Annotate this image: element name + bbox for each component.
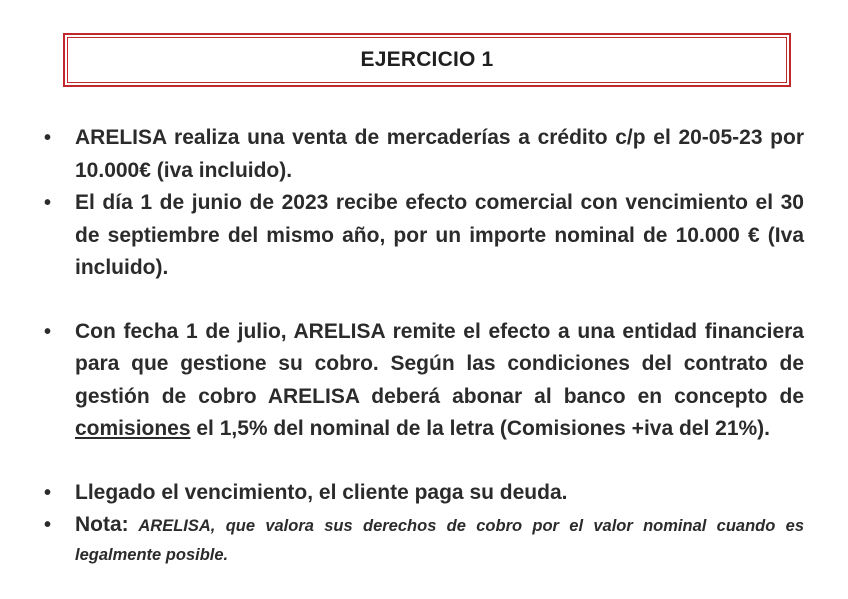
- bullet-item-maturity: [44, 477, 804, 510]
- bullet-marker: •: [44, 514, 52, 536]
- bullet-item-commercial-bill: [44, 187, 804, 285]
- note-text: ARELISA, que valora sus derechos de cobro por el valor nominal cuando es legalmente posible.: [75, 517, 804, 564]
- note-label: Nota:: [75, 513, 129, 536]
- bullet-marker: •: [44, 192, 52, 214]
- title-box: [63, 33, 791, 87]
- bullet-item-sale: [44, 122, 804, 187]
- bullet-text-sale: ARELISA realiza una venta de mercaderías a crédito c/p el 20-05-23 por 10.000€ (iva incluido).: [75, 126, 804, 182]
- bullet-text-commissions-underlined: comisiones: [75, 417, 191, 440]
- bullet-list: [44, 122, 804, 569]
- bullet-marker: •: [44, 481, 52, 504]
- title-box-inner: [67, 37, 787, 83]
- bullet-text-collection-before: Con fecha 1 de julio, ARELISA remite el efecto a una entidad financiera para que gestione su cobro. Según las condiciones del contrato de gestión de cobro ARELISA deberá abonar al banco en concepto de: [75, 319, 804, 408]
- bullet-text-commercial-bill: El día 1 de junio de 2023 recibe efecto comercial con vencimiento el 30 de septiembre del mismo año, por un importe nominal de 10.000 € (Iva incluido).: [75, 191, 804, 279]
- bullet-marker: •: [44, 320, 52, 343]
- bullet-marker: •: [44, 127, 52, 149]
- exercise-title: EJERCICIO 1: [360, 48, 494, 71]
- bullet-text-maturity: Llegado el vencimiento, el cliente paga su deuda.: [75, 480, 568, 504]
- bullet-item-collection-management: [44, 316, 804, 446]
- bullet-item-note: [44, 511, 804, 569]
- bullet-text-collection-after: el 1,5% del nominal de la letra (Comisiones +iva del 21%).: [190, 417, 771, 440]
